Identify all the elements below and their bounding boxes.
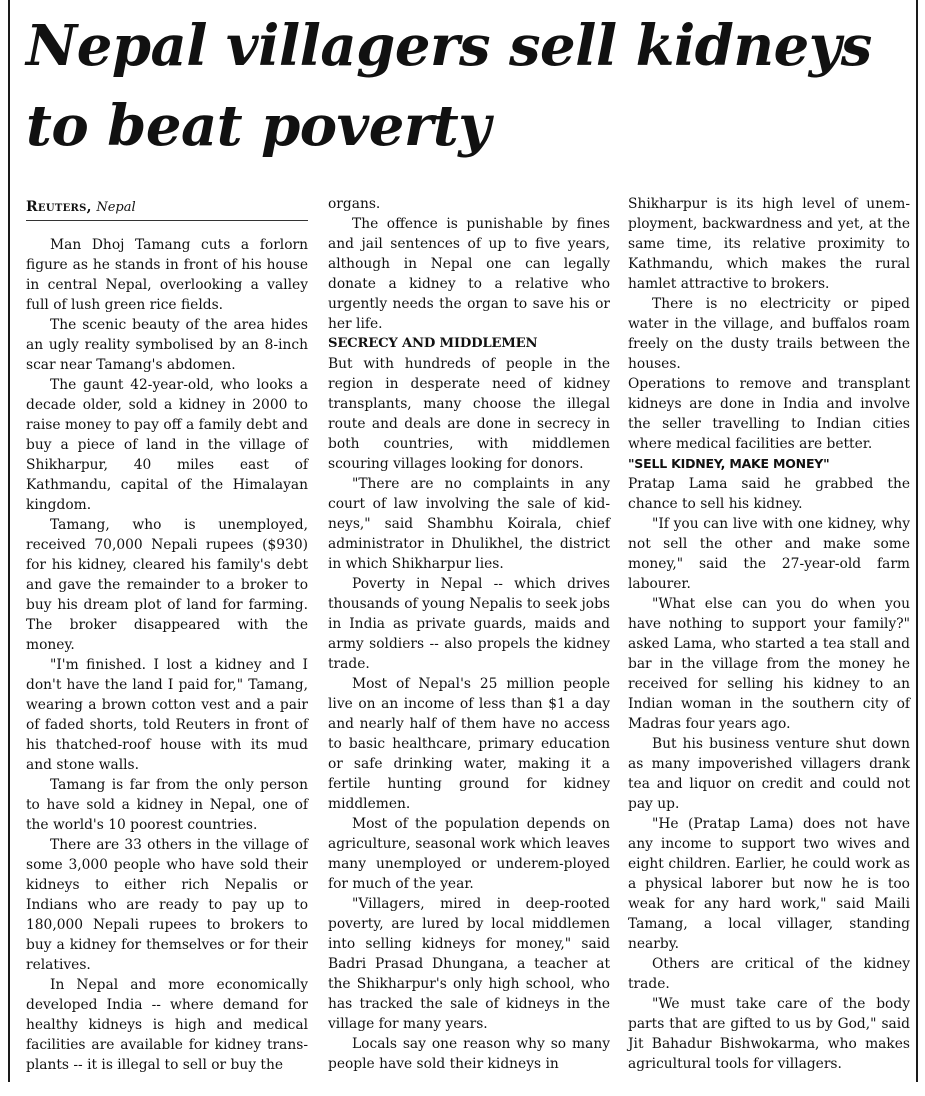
paragraph: Operations to remove and transplant kidneys are done in India and involve the seller travelling to Indian cities where medical facilities are better. [628, 376, 910, 452]
paragraph: But with hundreds of people in the region in desperate need of kidney transplants, many choose the illegal route and deals are done in secrecy in both countries, with middlemen scouring villages looking for donors. [328, 356, 610, 472]
article-column-2 [328, 194, 610, 1074]
paragraph: "I'm finished. I lost a kidney and I don't have the land I paid for," Tamang, wearing a brown cotton vest and a pair of faded shorts, told Reuters in front of his thatched-roof house with its mud and stone walls. [26, 657, 308, 773]
paragraph: The scenic beauty of the area hides an ugly reality symbolised by an 8-inch scar near Tamang's abdomen. [26, 317, 308, 373]
paragraph: Tamang, who is unemployed, received 70,000 Nepali rupees ($930) for his kidney, cleared his family's debt and gave the remainder to a broker to buy his dream plot of land for farming. The broker disappeared with the money. [26, 517, 308, 653]
paragraph: Locals say one reason why so many people have sold their kidneys in [328, 1036, 610, 1072]
headline: Nepal villagers sell kidneys to beat poverty [26, 13, 872, 159]
paragraph: Poverty in Nepal -- which drives thousands of young Nepalis to seek jobs in India as private guards, maids and army soldiers -- also propels the kidney trade. [328, 576, 610, 672]
paragraph-continuation: organs. [328, 196, 381, 212]
paragraph: "What else can you do when you have nothing to support your family?" asked Lama, who started a tea stall and bar in the village from the money he received for selling his kidney to an Indian woman in the southern city of Madras four years ago. [628, 596, 910, 732]
paragraph: "Villagers, mired in deep-rooted poverty, are lured by local middlemen into selling kidneys for money," said Badri Prasad Dhungana, a teacher at the Shikharpur's only high school, who has tracked the sale of kidneys in the village for many years. [328, 896, 610, 1032]
paragraph: The gaunt 42-year-old, who looks a decade older, sold a kidney in 2000 to raise money to pay off a family debt and buy a piece of land in the village of Shikharpur, 40 miles east of Kathmandu, capital of the Himalayan kingdom. [26, 377, 308, 513]
subhead-secrecy-middlemen: SECRECY AND MIDDLEMEN [328, 336, 538, 351]
paragraph-continuation: Shikharpur is its high level of unem-ployment, backwardness and yet, at the same time, its relative proximity to Kathmandu, which makes the rural hamlet attractive to brokers. [628, 196, 910, 292]
right-column-rule [916, 0, 918, 1082]
paragraph: Pratap Lama said he grabbed the chance to sell his kidney. [628, 476, 910, 512]
dateline-rule [26, 220, 308, 221]
dateline-agency: Reuters, [26, 199, 92, 215]
paragraph: Most of Nepal's 25 million people live on an income of less than $1 a day and nearly half of them have no access to basic healthcare, primary education or safe drinking water, making it a fertile hunting ground for kidney middlemen. [328, 676, 610, 812]
paragraph: "We must take care of the body parts that are gifted to us by God," said Jit Bahadur Bishwokarma, who makes agricultural tools for villagers. [628, 996, 910, 1072]
paragraph: Tamang is far from the only person to have sold a kidney in Nepal, one of the world's 10 poorest countries. [26, 777, 308, 833]
paragraph: The offence is punishable by fines and jail sentences of up to five years, although in Nepal one can legally donate a kidney to a relative who urgently needs the organ to save his or her life. [328, 216, 610, 332]
paragraph: Others are critical of the kidney trade. [628, 956, 910, 992]
paragraph: There is no electricity or piped water in the village, and buffalos roam freely on the dusty trails between the houses. [628, 296, 910, 372]
dateline [26, 198, 308, 217]
paragraph: Most of the population depends on agriculture, seasonal work which leaves many unemployed or underem-ployed for much of the year. [328, 816, 610, 892]
paragraph: But his business venture shut down as many impoverished villagers drank tea and liquor on credit and could not pay up. [628, 736, 910, 812]
paragraph: Man Dhoj Tamang cuts a forlorn figure as he stands in front of his house in central Nepal, overlooking a valley full of lush green rice fields. [26, 237, 308, 313]
paragraph: "If you can live with one kidney, why not sell the other and make some money," said the 27-year-old farm labourer. [628, 516, 910, 592]
subhead-sell-kidney: "SELL KIDNEY, MAKE MONEY" [628, 456, 830, 471]
paragraph: "He (Pratap Lama) does not have any income to support two wives and eight children. Earlier, he could work as a physical laborer but now he is too weak for any hard work," said Maili Tamang, a local villager, standing nearby. [628, 816, 910, 952]
paragraph: In Nepal and more economically developed India -- where demand for healthy kidneys is high and medical facilities are available for kidney trans-plants -- it is illegal to sell or buy the [26, 977, 308, 1073]
article-column-3 [628, 194, 910, 1074]
left-column-rule [8, 0, 10, 1082]
paragraph: "There are no complaints in any court of law involving the sale of kid-neys," said Shambhu Koirala, chief administrator in Dhulikhel, the district in which Shikharpur lies. [328, 476, 610, 572]
paragraph: There are 33 others in the village of some 3,000 people who have sold their kidneys to either rich Nepalis or Indians who are ready to pay up to 180,000 Nepali rupees to brokers to buy a kidney for themselves or for their relatives. [26, 837, 308, 973]
article-column-1 [26, 198, 308, 1075]
dateline-place: Nepal [96, 200, 136, 215]
